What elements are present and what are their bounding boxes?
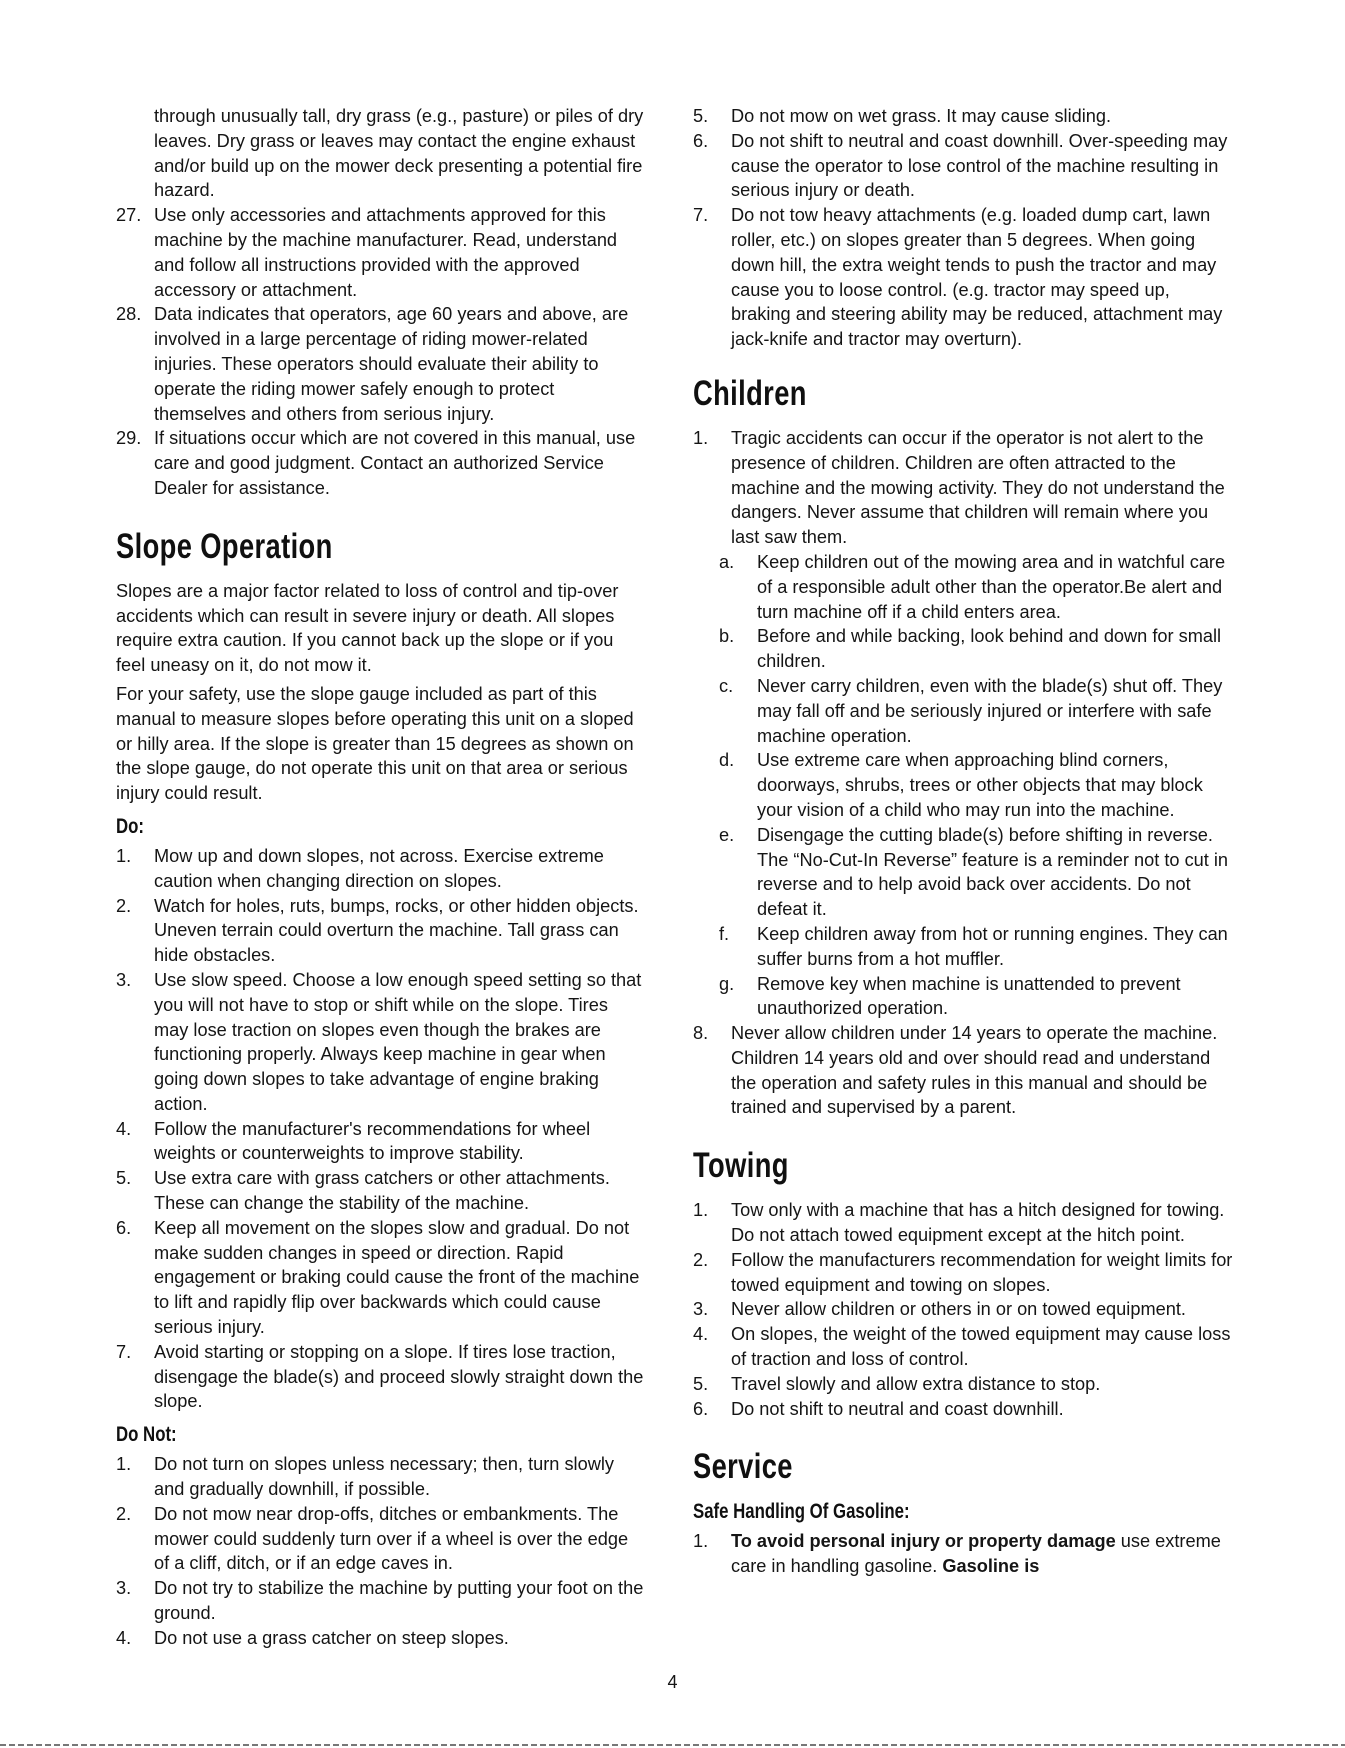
list-item xyxy=(116,1626,646,1651)
list-item xyxy=(116,426,646,500)
item-text: Before and while backing, look behind and down for small children. xyxy=(757,626,1222,672)
item-number: 28. xyxy=(116,304,142,325)
sub-list-item xyxy=(693,674,1233,748)
item-text: If situations occur which are not covered in this manual, use care and good judgment. Contact an authorized Service Dealer for assistance. xyxy=(154,428,636,498)
item-letter: c. xyxy=(719,675,734,696)
item-text: Avoid starting or stopping on a slope. If tires lose traction, disengage the blade(s) and proceed slowly straight down the slope. xyxy=(154,1341,644,1412)
item-text: On slopes, the weight of the towed equipment may cause loss of traction and loss of control. xyxy=(731,1324,1231,1370)
item-number: 5. xyxy=(693,106,709,126)
item-number: 4. xyxy=(116,1118,132,1139)
item-text: Watch for holes, ruts, bumps, rocks, or other hidden objects. Uneven terrain could overturn the machine. Tall grass can hide obstacles. xyxy=(154,895,639,966)
item-text: Do not shift to neutral and coast downhill. xyxy=(731,1398,1064,1419)
list-item xyxy=(116,968,646,1117)
item-text: Use only accessories and attachments approved for this machine by the machine manufacturer. Read, understand and follow all instructions provided with the approved accessory or attachment. xyxy=(154,205,618,300)
list-item xyxy=(116,1576,646,1626)
item-number: 1. xyxy=(116,845,132,866)
item-number: 2. xyxy=(116,1503,132,1524)
item-text: Do not mow near drop-offs, ditches or embankments. The mower could suddenly turn over if a wheel is over the edge of a cliff, ditch, or if an edge caves in. xyxy=(154,1503,629,1574)
list-item xyxy=(693,1198,1233,1248)
item-number: 2. xyxy=(116,895,132,916)
section-heading-service: Service xyxy=(693,1447,793,1487)
list-item xyxy=(116,1502,646,1576)
item-text: Do not tow heavy attachments (e.g. loaded dump cart, lawn roller, etc.) on slopes greater than 5 degrees. When going down hill, the extra weight tends to push the tractor and may cause you to loose control. (e.g. tractor may speed up, braking and steering ability may be reduced, attachment may jack-knife and tractor may overturn). xyxy=(731,205,1223,350)
bold-warning-text: To avoid personal injury or property damage xyxy=(731,1531,1116,1552)
item-text: Disengage the cutting blade(s) before shifting in reverse. The “No-Cut-In Reverse” feature is a reminder not to cut in reverse and to help avoid back over accidents. Do not defeat it. xyxy=(757,824,1229,920)
list-item xyxy=(693,203,1233,352)
item-text: Use extreme care when approaching blind corners, doorways, shrubs, trees or other objects that may block your vision of a child who may run into the machine. xyxy=(757,750,1203,820)
left-column xyxy=(116,104,646,1651)
sub-list-item xyxy=(693,922,1233,972)
list-item xyxy=(116,1452,646,1502)
item-number: 1. xyxy=(116,1454,132,1475)
list-item xyxy=(693,426,1233,550)
list-item xyxy=(116,1166,646,1216)
list-item xyxy=(116,1117,646,1167)
page-number: 4 xyxy=(667,1672,678,1692)
item-number: 4. xyxy=(116,1627,132,1648)
item-number: 29. xyxy=(116,428,142,449)
list-item xyxy=(693,1529,1233,1579)
item-number: 5. xyxy=(116,1168,132,1189)
item-number: 1. xyxy=(693,1531,709,1552)
section-heading-slope-operation: Slope Operation xyxy=(116,526,333,566)
item-number: 7. xyxy=(116,1341,132,1362)
section-heading-children: Children xyxy=(693,373,807,413)
slope-paragraph-2: For your safety, use the slope gauge included as part of this manual to measure slopes before operating this unit on a sloped or hilly area. If the slope is greater than 15 degrees as shown on the slope gauge, do not operate this unit on that area or serious injury could result. xyxy=(116,683,634,804)
item-number: 1. xyxy=(693,427,709,448)
list-item xyxy=(693,1397,1233,1422)
list-item xyxy=(693,1248,1233,1298)
item-letter: g. xyxy=(719,973,735,994)
item-text: Tragic accidents can occur if the operator is not alert to the presence of children. Children are often attracted to the machine and the mowing activity. They do not understand the dangers. Never assume that children will remain where you last saw them. xyxy=(731,427,1225,548)
item-text: Use slow speed. Choose a low enough speed setting so that you will not have to stop or shift while on the slope. Tires may lose traction on slopes even though the brakes are functioning properly. Always keep machine in gear when going down slopes to take advantage of engine braking action. xyxy=(154,969,642,1114)
item-letter: f. xyxy=(719,923,730,944)
item-text: Follow the manufacturer's recommendations for wheel weights or counterweights to improve stability. xyxy=(154,1118,591,1164)
item-number: 1. xyxy=(693,1200,709,1221)
item-number: 3. xyxy=(693,1299,709,1320)
item-number: 5. xyxy=(693,1373,709,1394)
list-item xyxy=(116,302,646,426)
item-letter: d. xyxy=(719,750,735,771)
item-number: 6. xyxy=(693,1398,709,1419)
item-text: Use extra care with grass catchers or other attachments. These can change the stability of the machine. xyxy=(154,1168,610,1214)
item-letter: e. xyxy=(719,824,735,845)
list-item xyxy=(116,1340,646,1414)
item-text: Mow up and down slopes, not across. Exercise extreme caution when changing direction on slopes. xyxy=(154,845,604,891)
item-text: Keep children away from hot or running engines. They can suffer burns from a hot muffler. xyxy=(757,923,1228,969)
item-number: 3. xyxy=(116,1578,132,1599)
item-number: 6. xyxy=(116,1217,132,1238)
sub-list-item xyxy=(693,624,1233,674)
item-number: 7. xyxy=(693,205,709,226)
item-text: Do not mow on wet grass. It may cause sliding. xyxy=(731,106,1112,126)
item-26-continuation: through unusually tall, dry grass (e.g., pasture) or piles of dry leaves. Dry grass or leaves may contact the engine exhaust and/or build up on the mower deck presenting a potential fire hazard. xyxy=(154,106,644,201)
list-item xyxy=(693,1297,1233,1322)
sub-list-item xyxy=(693,748,1233,822)
item-text: use extreme care in handling gasoline. xyxy=(731,1531,1221,1577)
item-number: 4. xyxy=(693,1324,709,1345)
sub-list-item xyxy=(693,972,1233,1022)
item-text: Follow the manufacturers recommendation for weight limits for towed equipment and towing on slopes. xyxy=(731,1249,1233,1295)
item-letter: b. xyxy=(719,626,735,647)
item-text: Tow only with a machine that has a hitch designed for towing. Do not attach towed equipment except at the hitch point. xyxy=(731,1200,1225,1246)
bold-warning-text: Gasoline is xyxy=(942,1556,1040,1577)
item-number: 2. xyxy=(693,1249,709,1270)
item-text: Never carry children, even with the blade(s) shut off. They may fall off and be seriously injured or interfere with safe machine operation. xyxy=(757,675,1223,746)
item-letter: a. xyxy=(719,551,735,572)
subheading-do-not: Do Not: xyxy=(116,1423,177,1447)
item-number: 6. xyxy=(693,130,709,151)
item-text: Never allow children or others in or on towed equipment. xyxy=(731,1299,1186,1320)
subheading-safe-handling-gasoline: Safe Handling Of Gasoline: xyxy=(693,1500,910,1524)
list-item xyxy=(116,844,646,894)
list-item xyxy=(116,894,646,968)
item-text: Remove key when machine is unattended to prevent unauthorized operation. xyxy=(757,973,1181,1019)
list-item xyxy=(693,1372,1233,1397)
item-text: Do not turn on slopes unless necessary; then, turn slowly and gradually downhill, if possible. xyxy=(154,1454,614,1500)
item-text: Do not shift to neutral and coast downhill. Over-speeding may cause the operator to lose control of the machine resulting in serious injury or death. xyxy=(731,130,1228,201)
list-item xyxy=(693,129,1233,203)
slope-paragraph-1: Slopes are a major factor related to loss of control and tip-over accidents which can result in severe injury or death. All slopes require extra caution. If you cannot back up the slope or if you feel uneasy on it, do not mow it. xyxy=(116,580,619,676)
sub-list-item xyxy=(693,550,1233,624)
item-text: Data indicates that operators, age 60 years and above, are involved in a large percentage of riding mower-related injuries. These operators should evaluate their ability to operate the riding mower safely enough to protect themselves and others from serious injury. xyxy=(154,304,629,424)
subheading-do: Do: xyxy=(116,814,144,838)
item-number: 3. xyxy=(116,969,132,990)
item-number: 27. xyxy=(116,205,142,226)
list-item xyxy=(693,1021,1233,1120)
list-item xyxy=(116,203,646,302)
sub-list-item xyxy=(693,823,1233,922)
list-item xyxy=(693,104,1233,129)
item-text: Keep children out of the mowing area and in watchful care of a responsible adult other than the operator.Be alert and turn machine off if a child enters area. xyxy=(757,551,1226,622)
item-text: Do not try to stabilize the machine by putting your foot on the ground. xyxy=(154,1578,644,1624)
item-text: Travel slowly and allow extra distance to stop. xyxy=(731,1373,1101,1394)
right-column xyxy=(693,104,1233,1579)
list-item xyxy=(116,1216,646,1340)
item-text: Keep all movement on the slopes slow and gradual. Do not make sudden changes in speed or direction. Rapid engagement or braking could cause the front of the machine to lift and rapidly flip over backwards which could cause serious injury. xyxy=(154,1217,640,1338)
section-heading-towing: Towing xyxy=(693,1146,789,1186)
item-text: Never allow children under 14 years to operate the machine. Children 14 years old and over should read and understand the operation and safety rules in this manual and should be trained and supervised by a parent. xyxy=(731,1023,1218,1118)
item-text: Do not use a grass catcher on steep slopes. xyxy=(154,1627,509,1648)
item-number: 8. xyxy=(693,1023,709,1044)
page-bottom-edge xyxy=(0,1744,1345,1746)
list-item xyxy=(693,1322,1233,1372)
